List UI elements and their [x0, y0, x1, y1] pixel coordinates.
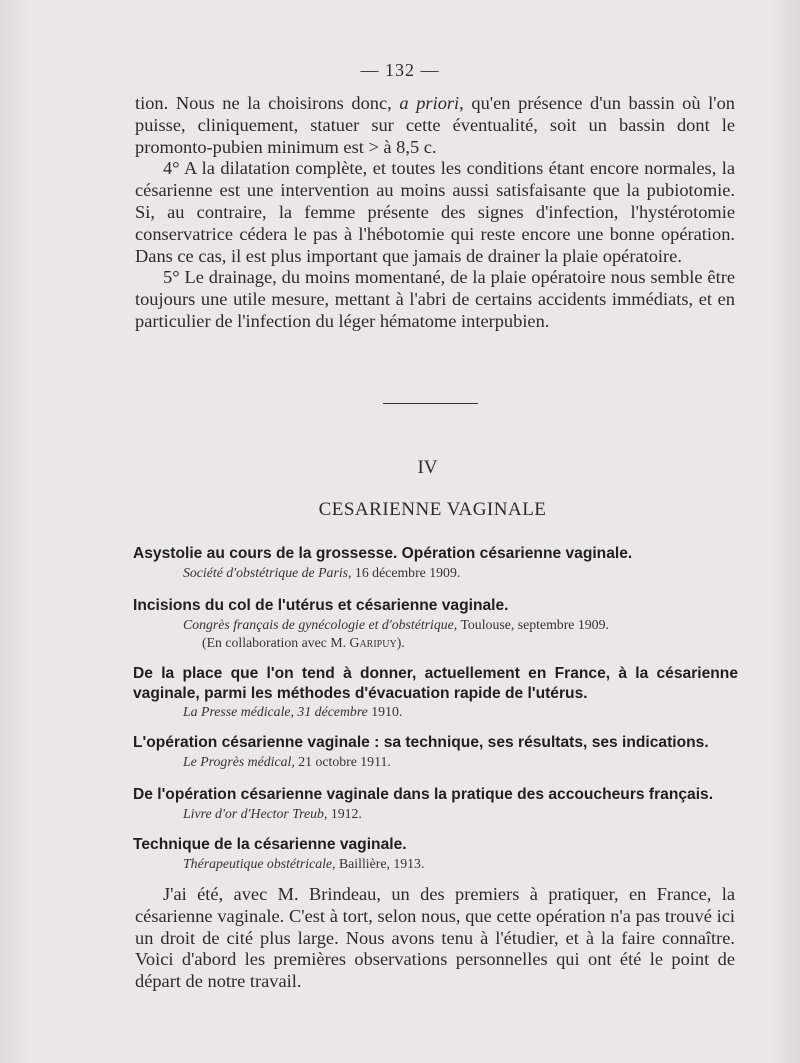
- reference-source-journal: Thérapeutique obstétricale,: [183, 855, 336, 871]
- reference-source-date: 21 octobre 1911.: [294, 753, 391, 769]
- reference-source-date: 1912.: [327, 805, 362, 821]
- reference-source-journal: Société d'obstétrique de Paris,: [183, 564, 352, 580]
- reference-source-journal: La Presse médicale, 31 décembre: [183, 704, 368, 719]
- section-number: IV: [417, 457, 438, 478]
- reference-note-suffix: ).: [396, 634, 405, 650]
- reference-item-5: [133, 785, 738, 823]
- reference-source-date: 16 décembre 1909.: [351, 564, 461, 580]
- reference-item-4: [133, 733, 738, 771]
- intro-paragraph-2: 4° A la dilatation complète, et toutes les conditions étant encore normales, la césarienne est une intervention au moins aussi satisfaisante que la pubiotomie. Si, au contraire, la femme présente des signes d'infection, l'hystérotomie conservatrice cédera le pas à l'hébotomie qui reste encore une bonne opération. Dans ce cas, il est plus important que jamais de drainer la plaie opératoire.: [135, 158, 735, 266]
- intro-paragraph-1: [135, 93, 735, 158]
- reference-source: [133, 616, 738, 634]
- closing-paragraph: J'ai été, avec M. Brindeau, un des premiers à pratiquer, en France, la césarienne vaginale. C'est à tort, selon nous, que cette opération n'a pas trouvé ici un droit de cité plus large. Nous avons tenu à l'étudier, et à la faire connaître. Voici d'abord les premières observations personnelles qui ont été le point de départ de notre travail.: [135, 884, 735, 992]
- reference-item-6: [133, 835, 738, 873]
- closing-text: [135, 884, 735, 993]
- intro-paragraph-1-italic: a priori: [399, 93, 460, 113]
- reference-source: [133, 753, 738, 771]
- section-divider: [383, 403, 478, 404]
- reference-note-prefix: (En collaboration avec M.: [202, 634, 350, 650]
- reference-title: Asystolie au cours de la grossesse. Opération césarienne vaginale.: [133, 545, 633, 562]
- reference-title: L'opération césarienne vaginale : sa technique, ses résultats, ses indications.: [133, 734, 709, 751]
- reference-title: De l'opération césarienne vaginale dans la pratique des accoucheurs français.: [133, 786, 714, 803]
- reference-source: [133, 703, 738, 721]
- reference-source-date: Baillière, 1913.: [335, 855, 425, 871]
- reference-source-date: Toulouse, septembre 1909.: [457, 616, 609, 632]
- intro-paragraph-3: 5° Le drainage, du moins momentané, de la plaie opératoire nous semble être toujours une utile mesure, mettant à l'abri de certains accidents immédiats, et en particulier de l'infection du léger hématome interpubien.: [135, 267, 735, 331]
- reference-note: [133, 634, 738, 652]
- reference-item-2: [133, 596, 738, 652]
- reference-title: De la place que l'on tend à donner, actuellement en France, à la césarienne vaginale, parmi les méthodes d'évacuation rapide de l'utérus.: [133, 665, 738, 702]
- reference-source-journal: Livre d'or d'Hector Treub,: [183, 805, 328, 821]
- reference-source-date: 1910.: [367, 704, 403, 719]
- reference-source: [133, 564, 738, 582]
- reference-source: [133, 855, 738, 873]
- section-title: CESARIENNE VAGINALE: [318, 499, 547, 520]
- intro-text: [135, 93, 735, 333]
- reference-item-3: [133, 664, 738, 721]
- reference-title: Incisions du col de l'utérus et césarienne vaginale.: [133, 597, 509, 614]
- intro-paragraph-1-end: , qu'en présence d'un bassin où l'on puisse, cliniquement, statuer sur cette éventualité, soit un bassin dont le promonto-pubien minimum est > à 8,5 c.: [135, 93, 735, 157]
- reference-source: [133, 805, 738, 823]
- reference-note-name: Garipuy: [349, 634, 397, 650]
- reference-source-journal: Le Progrès médical,: [183, 753, 295, 769]
- reference-source-journal: Congrès français de gynécologie et d'obstétrique,: [183, 616, 458, 632]
- page-number: — 132 —: [360, 60, 440, 80]
- reference-item-1: [133, 544, 738, 582]
- intro-paragraph-1-start: tion. Nous ne la choisirons donc,: [135, 93, 400, 113]
- reference-title: Technique de la césarienne vaginale.: [133, 836, 407, 853]
